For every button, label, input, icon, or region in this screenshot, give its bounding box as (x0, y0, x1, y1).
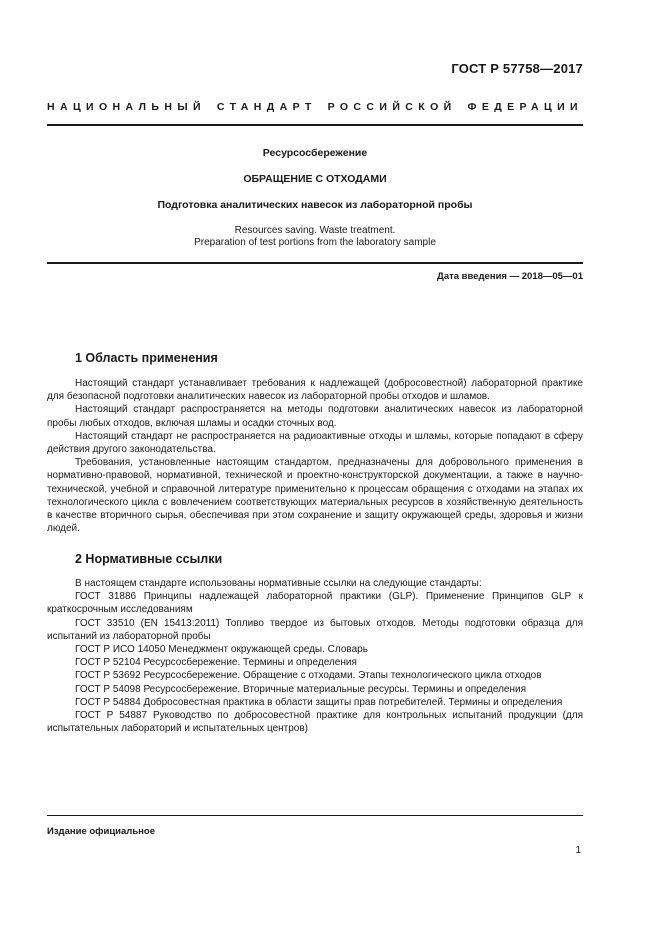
normative-reference: ГОСТ 31886 Принципы надлежащей лабораторной практики (GLP). Применение Принципов GLP к краткосрочным исследованиям (47, 591, 583, 616)
section-2-paragraph: В настоящем стандарте использованы нормативные ссылки на следующие стандарты: (75, 578, 482, 589)
edition-note: Издание официальное (47, 826, 155, 837)
title-english-line-2: Preparation of test portions from the laboratory sample (194, 237, 436, 248)
section-1-paragraph: Настоящий стандарт устанавливает требования к надлежащей (добросовестной) лабораторной практике для безопасной подготовки аналитических навесок из лабораторной пробы отходов и шламов. (47, 378, 583, 403)
title-description: Подготовка аналитических навесок из лабораторной пробы (157, 199, 473, 211)
title-divider (47, 262, 583, 264)
normative-reference: ГОСТ Р 54887 Руководство по добросовестной практике для контрольных испытаний продукции (для испытательных лабораторий и испытательных центров) (47, 710, 583, 735)
section-2-body (47, 577, 583, 735)
normative-reference: ГОСТ 33510 (EN 15413:2011) Топливо твердое из бытовых отходов. Методы подготовки образца для испытаний из лабораторной пробы (47, 617, 583, 642)
normative-reference: ГОСТ Р 52104 Ресурсосбережение. Термины и определения (75, 657, 357, 669)
document-number: ГОСТ Р 57758—2017 (451, 61, 583, 76)
title-subject: Ресурсосбережение (262, 147, 368, 159)
section-1-body (47, 377, 583, 535)
normative-reference: ГОСТ Р 54884 Добросовестная практика в области защиты прав потребителей. Термины и определения (75, 696, 563, 708)
footer-divider (47, 815, 583, 816)
normative-reference: ГОСТ Р 53692 Ресурсосбережение. Обращение с отходами. Этапы технологического цикла отходов (75, 670, 542, 682)
normative-reference: ГОСТ Р ИСО 14050 Менеджмент окружающей среды. Словарь (75, 644, 368, 656)
section-1-paragraph: Настоящий стандарт не распространяется на радиоактивные отходы и шламы, которые попадают в сферу действия другого законодательства. (47, 430, 583, 456)
section-1-paragraph: Настоящий стандарт распространяется на методы подготовки аналитических навесок из лабораторной пробы любых отходов, включая шламы и осадки сточных вод. (47, 404, 583, 429)
national-standard-banner: НАЦИОНАЛЬНЫЙ СТАНДАРТ РОССИЙСКОЙ ФЕДЕРАЦИИ (47, 101, 583, 113)
top-divider (47, 124, 583, 126)
section-1-paragraph: Требования, установленные настоящим стандартом, предназначены для добровольного применения в нормативно-правовой, нормативной, технической и проектно-конструкторской документации, а также в научно-технической, учебной и справочной литературе применительно к процессам обращения с отходами на этапах их технологического цикла с вовлечением соответствующих материальных ресурсов в хозяйственную деятельность в качестве вторичного сырья, обеспечивая при этом сохранение и защиту окружающей среды, здоровья и жизни людей. (47, 457, 583, 535)
section-1-heading: 1 Область применения (75, 351, 218, 365)
title-english-line-1: Resources saving. Waste treatment. (234, 225, 396, 236)
title-main: ОБРАЩЕНИЕ С ОТХОДАМИ (243, 173, 387, 185)
normative-reference: ГОСТ Р 54098 Ресурсосбережение. Вторичные материальные ресурсы. Термины и определения (75, 683, 527, 695)
introduction-date: Дата введения — 2018—05—01 (437, 271, 583, 282)
section-2-heading: 2 Нормативные ссылки (75, 552, 223, 566)
page-number: 1 (575, 845, 581, 856)
